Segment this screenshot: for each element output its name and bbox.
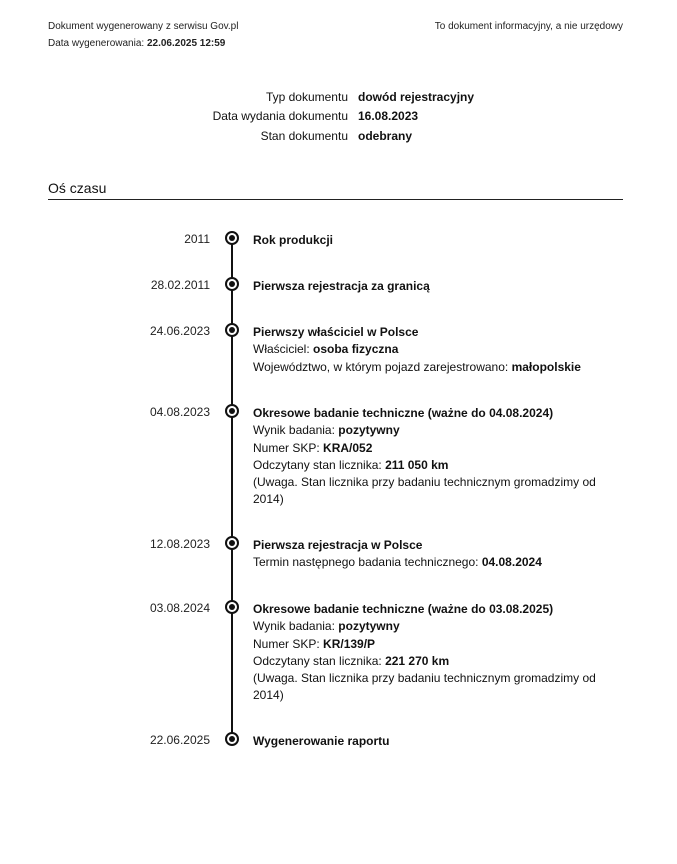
timeline-title: Oś czasu bbox=[48, 180, 107, 196]
timeline-dot-icon bbox=[225, 231, 239, 245]
detail-label: Województwo, w którym pojazd zarejestrowano: bbox=[253, 359, 512, 374]
summary-value: dowód rejestracyjny bbox=[358, 90, 475, 104]
detail-value: pozytywny bbox=[338, 423, 400, 438]
event-date: 12.08.2023 bbox=[149, 537, 210, 551]
timeline-dot-icon bbox=[225, 600, 239, 614]
detail-value: pozytywny bbox=[338, 619, 400, 634]
summary-label: Typ dokumentu bbox=[265, 90, 348, 104]
event-date: 24.06.2023 bbox=[149, 324, 210, 338]
event-details bbox=[253, 537, 623, 572]
event-detail-line bbox=[253, 422, 623, 439]
detail-label: Odczytany stan licznika: bbox=[253, 653, 386, 668]
detail-value: KRA/052 bbox=[323, 440, 373, 455]
summary-label: Data wydania dokumentu bbox=[212, 109, 348, 123]
summary-row bbox=[0, 129, 677, 147]
event-detail-line bbox=[253, 636, 623, 653]
generated-date bbox=[48, 38, 225, 49]
detail-value: 04.08.2024 bbox=[481, 555, 542, 570]
detail-label: Właściciel: bbox=[253, 342, 314, 357]
event-title: Pierwszy właściciel w Polsce bbox=[253, 325, 419, 339]
event-title: Okresowe badanie techniczne (ważne do 04.08.2024) bbox=[253, 406, 554, 420]
detail-value: małopolskie bbox=[511, 359, 581, 374]
detail-value: 211 050 km bbox=[385, 457, 449, 472]
summary-value: 16.08.2023 bbox=[358, 109, 419, 123]
detail-label: Numer SKP: bbox=[253, 440, 324, 455]
event-detail-line bbox=[253, 341, 623, 358]
event-detail-line bbox=[253, 653, 623, 670]
event-detail-line bbox=[253, 554, 623, 571]
detail-label: (Uwaga. Stan licznika przy badaniu technicznym gromadzimy od 2014) bbox=[253, 475, 596, 507]
summary-row bbox=[0, 90, 677, 108]
generated-value: 22.06.2025 12:59 bbox=[146, 38, 226, 49]
detail-label: Wynik badania: bbox=[253, 619, 339, 634]
event-title: Pierwsza rejestracja w Polsce bbox=[253, 538, 423, 552]
event-details bbox=[253, 405, 623, 509]
detail-label: Numer SKP: bbox=[253, 636, 324, 651]
event-detail-line bbox=[253, 670, 623, 705]
detail-value: osoba fizyczna bbox=[313, 342, 399, 357]
event-details bbox=[253, 733, 623, 750]
event-date: 04.08.2023 bbox=[149, 405, 210, 419]
source-note: Dokument wygenerowany z serwisu Gov.pl bbox=[48, 21, 239, 32]
detail-value: 221 270 km bbox=[385, 653, 450, 668]
detail-label: Termin następnego badania technicznego: bbox=[253, 555, 482, 570]
timeline-dot-icon bbox=[225, 277, 239, 291]
detail-label: (Uwaga. Stan licznika przy badaniu technicznym gromadzimy od 2014) bbox=[253, 671, 596, 703]
detail-label: Odczytany stan licznika: bbox=[253, 457, 386, 472]
informational-notice: To dokument informacyjny, a nie urzędowy bbox=[434, 21, 623, 32]
event-detail-line bbox=[253, 440, 623, 457]
timeline-dot-icon bbox=[225, 732, 239, 746]
summary-row bbox=[0, 109, 677, 127]
detail-value: KR/139/P bbox=[323, 636, 376, 651]
event-details bbox=[253, 601, 623, 705]
event-date: 03.08.2024 bbox=[149, 601, 210, 615]
event-details bbox=[253, 278, 623, 295]
event-title: Wygenerowanie raportu bbox=[253, 734, 390, 748]
timeline-dot-icon bbox=[225, 536, 239, 550]
generated-label: Data wygenerowania: bbox=[48, 38, 145, 49]
event-details bbox=[253, 324, 623, 376]
detail-label: Wynik badania: bbox=[253, 423, 339, 438]
summary-value: odebrany bbox=[358, 129, 413, 143]
timeline-dot-icon bbox=[225, 404, 239, 418]
event-detail-line bbox=[253, 618, 623, 635]
event-title: Okresowe badanie techniczne (ważne do 03.08.2025) bbox=[253, 602, 554, 616]
event-detail-line bbox=[253, 457, 623, 474]
timeline-axis bbox=[231, 238, 233, 740]
event-detail-line bbox=[253, 474, 623, 509]
event-date: 2011 bbox=[184, 232, 210, 246]
event-date: 28.02.2011 bbox=[150, 278, 210, 292]
event-detail-line bbox=[253, 359, 623, 376]
event-title: Pierwsza rejestracja za granicą bbox=[253, 279, 430, 293]
timeline-dot-icon bbox=[225, 323, 239, 337]
summary-label: Stan dokumentu bbox=[260, 129, 348, 143]
event-details bbox=[253, 232, 623, 249]
event-title: Rok produkcji bbox=[253, 233, 334, 247]
event-date: 22.06.2025 bbox=[149, 733, 210, 747]
section-divider bbox=[48, 199, 623, 200]
